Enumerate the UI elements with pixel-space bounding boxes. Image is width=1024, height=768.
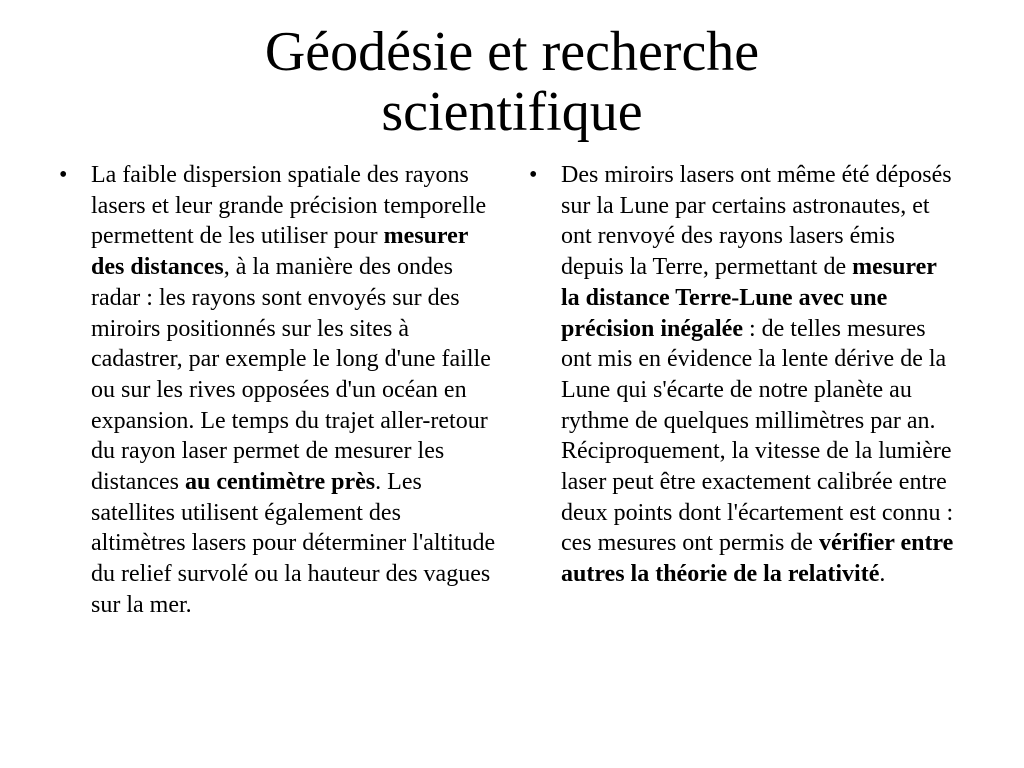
left-bullet-text — [91, 160, 496, 621]
slide-title — [0, 22, 1024, 142]
right-bullet-text — [561, 160, 959, 590]
bullet-marker-left: • — [59, 162, 68, 188]
left-text-2: , à la manière des ondes radar : les rayons sont envoyés sur des miroirs positionnés sur les sites à cadastrer, par exemple le long d'une faille ou sur les rives opposées d'un océan en expansion. Le temps du trajet aller-retour du rayon laser permet de mesurer les distances — [91, 254, 491, 496]
bullet-marker-right: • — [529, 162, 538, 188]
title-line-2: scientifique — [381, 81, 643, 143]
right-bold-1: mesurer la distance Terre-Lune avec une précision inégalée — [561, 254, 937, 342]
left-text-3: . Les satellites utilisent également des altimètres lasers pour déterminer l'altitude du relief survolé ou la hauteur des vagues sur la mer. — [91, 469, 496, 618]
right-text-3: . — [879, 561, 886, 588]
left-bold-1: mesurer des distances — [91, 223, 469, 281]
title-line-1: Géodésie et recherche — [264, 21, 760, 83]
left-bold-2: au centimètre près — [184, 469, 376, 496]
left-text-1: La faible dispersion spatiale des rayons lasers et leur grande précision temporelle permettent de les utiliser pour — [91, 162, 487, 250]
right-column — [529, 160, 959, 590]
right-text-1: Des miroirs lasers ont même été déposés sur la Lune par certains astronautes, et ont renvoyé des rayons lasers émis depuis la Terre, permettant de — [561, 162, 952, 281]
right-text-2: : de telles mesures ont mis en évidence la lente dérive de la Lune qui s'écarte de notre planète au rythme de quelques millimètres par an. Réciproquement, la vitesse de la lumière laser peut être exactement calibrée entre deux points dont l'écartement est connu : ces mesures ont permis de — [561, 315, 954, 557]
left-column — [59, 160, 496, 621]
right-bold-2: vérifier entre autres la théorie de la relativité — [561, 530, 954, 588]
